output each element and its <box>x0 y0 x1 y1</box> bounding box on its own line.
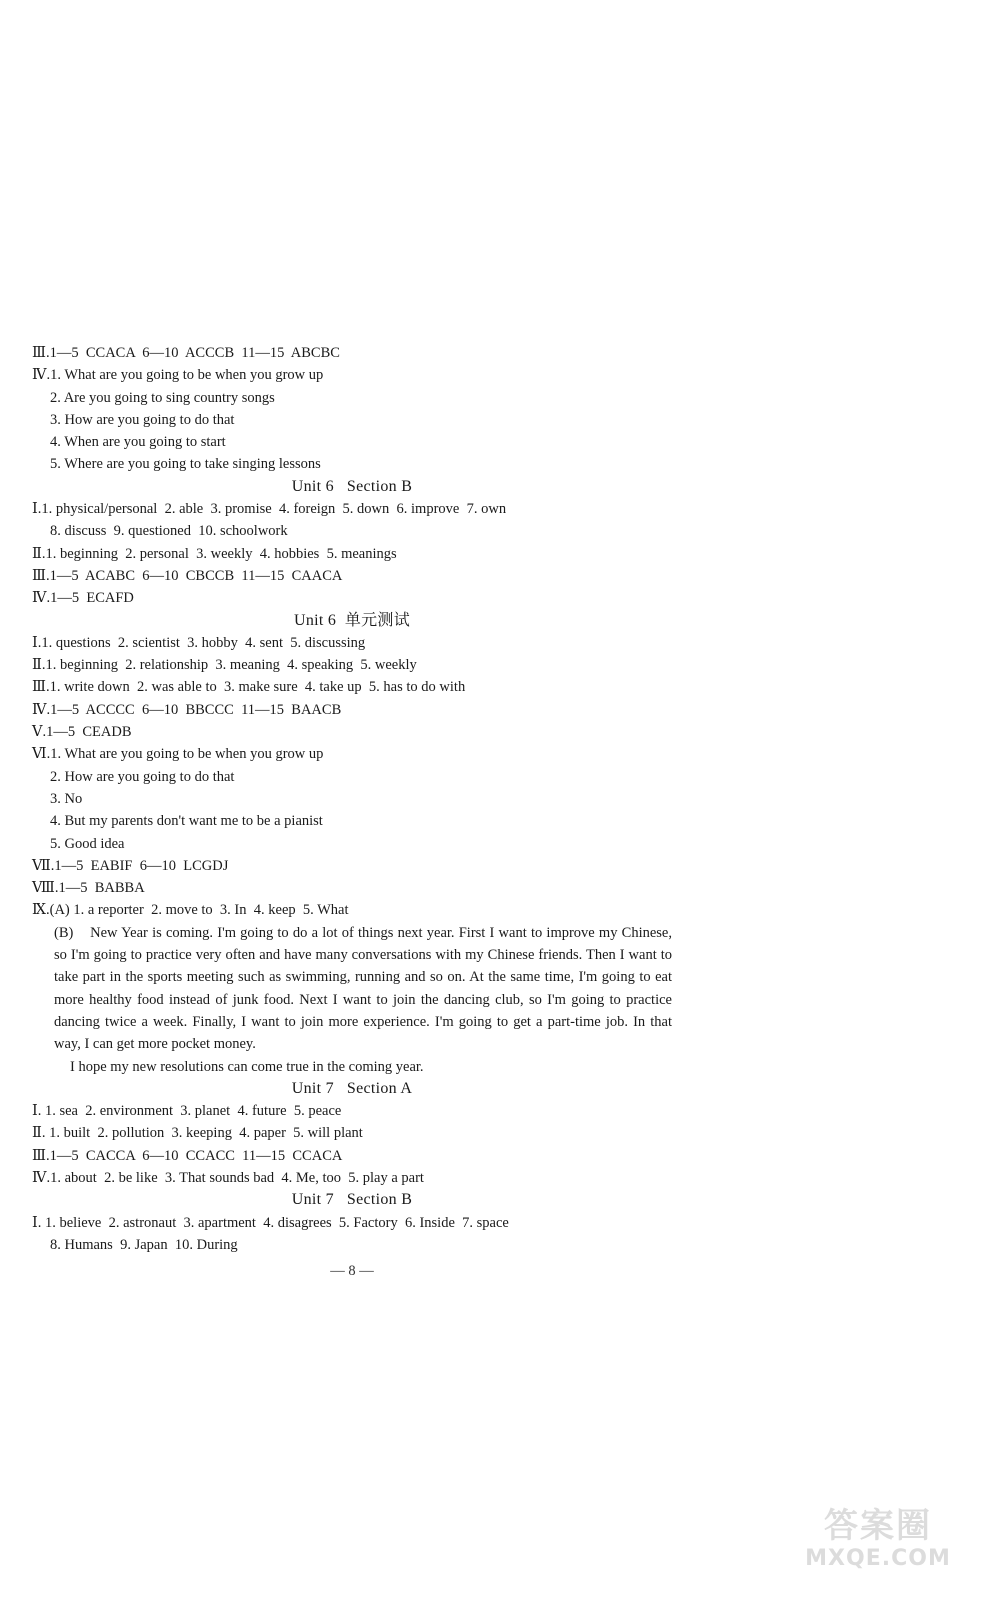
answer-key-content <box>32 342 672 1282</box>
essay-paragraph <box>32 922 672 1056</box>
answer-line: 2. How are you going to do that <box>50 768 235 785</box>
answer-line: Ⅰ. 1. sea 2. environment 3. planet 4. future 5. peace <box>32 1103 342 1120</box>
answer-line: Ⅰ.1. questions 2. scientist 3. hobby 4. sent 5. discussing <box>32 634 366 651</box>
answer-line: Ⅲ.1. write down 2. was able to 3. make sure 4. take up 5. has to do with <box>32 679 466 696</box>
answer-line: 2. Are you going to sing country songs <box>50 389 275 406</box>
answer-line: Ⅴ.1—5 CEADB <box>32 724 132 741</box>
answer-line: 3. No <box>50 790 83 807</box>
watermark-logo-text: 答案圈 <box>824 1506 932 1546</box>
answer-line: Ⅲ.1—5 ACABC 6—10 CBCCB 11—15 CAACA <box>32 567 343 584</box>
answer-line: 5. Good idea <box>50 835 125 852</box>
answer-line: Ⅲ.1—5 CACCA 6—10 CCACC 11—15 CCACA <box>32 1147 343 1164</box>
answer-line: Ⅶ.1—5 EABIF 6—10 LCGDJ <box>32 857 229 874</box>
answer-line: Ⅵ.1. What are you going to be when you grow up <box>32 746 324 763</box>
answer-line: Ⅳ.1. What are you going to be when you grow up <box>32 367 324 384</box>
answer-line: 5. Where are you going to take singing lessons <box>50 456 321 473</box>
essay-paragraph-closing: I hope my new resolutions can come true in the coming year. <box>70 1058 424 1075</box>
answer-line: Ⅱ.1. beginning 2. relationship 3. meaning 4. speaking 5. weekly <box>32 657 417 674</box>
answer-line: 8. Humans 9. Japan 10. During <box>50 1236 238 1253</box>
answer-line: Ⅷ.1—5 BABBA <box>32 880 145 897</box>
answer-line: 3. How are you going to do that <box>50 411 235 428</box>
essay-label: (B) <box>54 924 74 941</box>
section-heading: Unit 6 Section B <box>291 477 413 495</box>
answer-line: 8. discuss 9. questioned 10. schoolwork <box>50 523 288 540</box>
watermark-url-text: MXQE.COM <box>805 1546 951 1571</box>
section-heading: Unit 6 单元测试 <box>293 611 411 629</box>
answer-line: Ⅱ. 1. built 2. pollution 3. keeping 4. paper 5. will plant <box>32 1125 363 1142</box>
answer-line: Ⅰ.1. physical/personal 2. able 3. promise 4. foreign 5. down 6. improve 7. own <box>32 501 507 518</box>
answer-line: Ⅳ.1. about 2. be like 3. That sounds bad 4. Me, too 5. play a part <box>32 1169 424 1186</box>
section-heading: Unit 7 Section A <box>291 1079 413 1097</box>
site-watermark <box>778 1506 978 1586</box>
answer-line: Ⅸ.(A) 1. a reporter 2. move to 3. In 4. keep 5. What <box>32 902 349 919</box>
answer-line: Ⅳ.1—5 ECAFD <box>32 590 134 607</box>
essay-text: New Year is coming. I'm going to do a lot of things next year. First I want to improve my Chinese, so I'm going to practice very often and have many conversations with my Chinese friends. Then I want to take part in the sports meeting such as swimming, running and so on. At the same time, I'm going to eat more healthy food instead of junk food. Next I want to join the dancing club, so I'm going to practice dancing twice a week. Finally, I want to join more experience. I'm going to get a part-time job. In that way, I can get more pocket money. <box>54 924 672 1053</box>
answer-line: 4. When are you going to start <box>50 434 226 451</box>
section-heading: Unit 7 Section B <box>291 1191 413 1209</box>
answer-line: Ⅲ.1—5 CCACA 6—10 ACCCB 11—15 ABCBC <box>32 345 340 361</box>
answer-line: Ⅳ.1—5 ACCCC 6—10 BBCCC 11—15 BAACB <box>32 701 342 718</box>
page-number: — 8 — <box>330 1263 374 1280</box>
answer-line: Ⅱ.1. beginning 2. personal 3. weekly 4. hobbies 5. meanings <box>32 545 397 562</box>
answer-line: 4. But my parents don't want me to be a pianist <box>50 813 323 830</box>
answer-line: Ⅰ. 1. believe 2. astronaut 3. apartment 4. disagrees 5. Factory 6. Inside 7. space <box>32 1214 509 1231</box>
